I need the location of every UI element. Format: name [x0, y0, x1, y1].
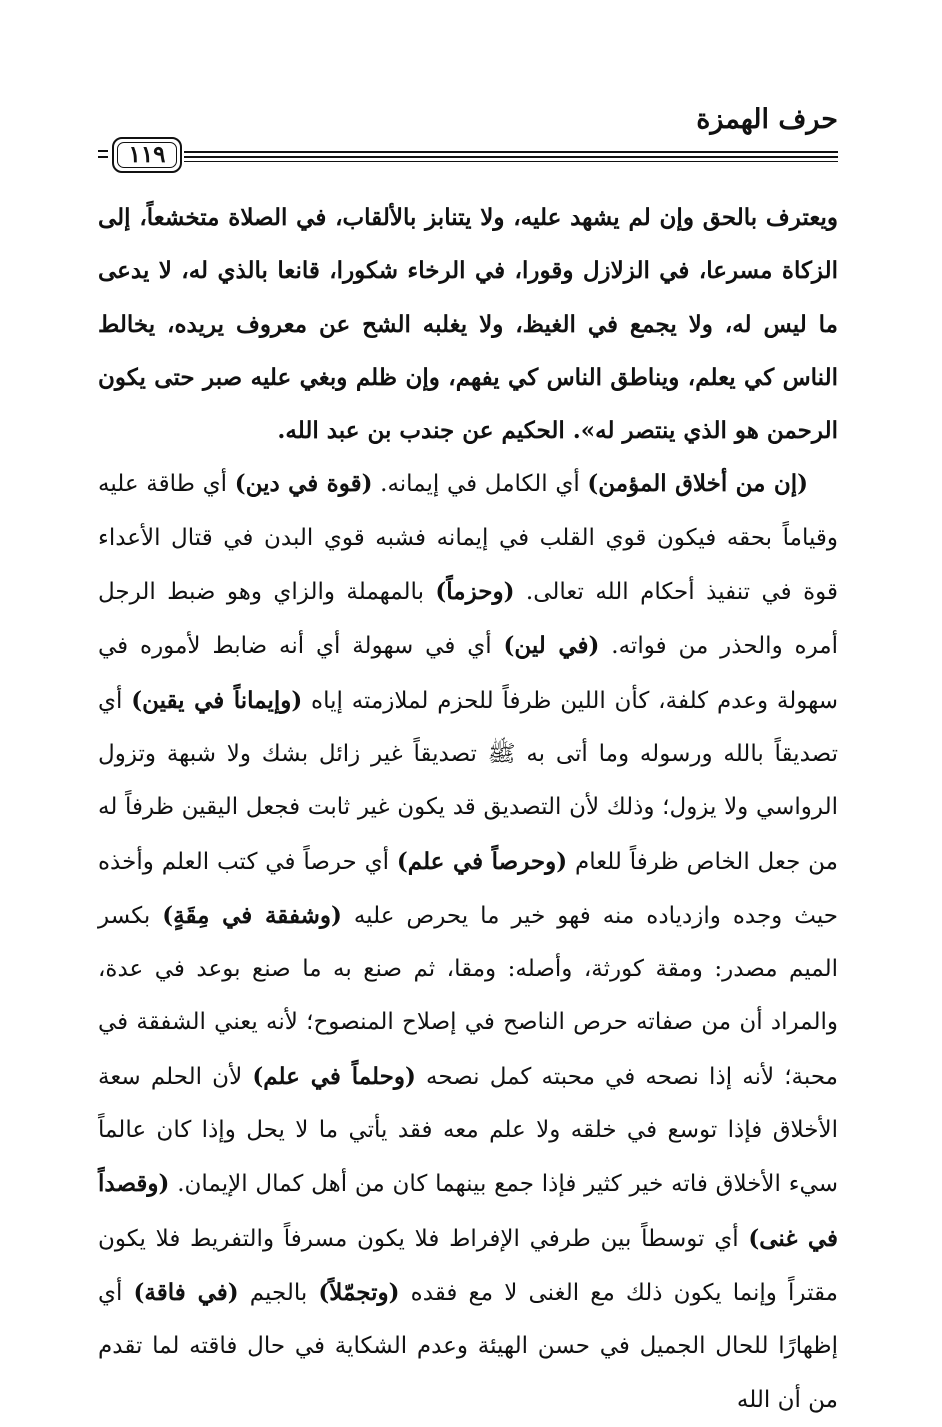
- commentary-text: أي الكامل في إيمانه.: [372, 471, 588, 498]
- commentary-text: بالمهملة والزاي وهو ضبط الرجل أمره والحذر من فواته.: [98, 579, 838, 660]
- commentary-text: أي تصديقاً بالله ورسوله وما أتى به ﷺ تصديقاً غير زائل بشك ولا شبهة وتزول الرواسي ولا يزول؛ وذلك لأن التصديق قد يكون غير ثابت فجعل اليقين ظرفاً له من جعل الخاص ظرفاً للعام: [98, 687, 838, 875]
- commentary-term: (إن من أخلاق المؤمن): [587, 470, 808, 498]
- commentary-paragraph: [98, 457, 838, 1426]
- commentary-term: (وقصداً في غنى): [98, 1170, 838, 1252]
- commentary-text: بالجيم: [238, 1279, 319, 1306]
- commentary-term: (وإيماناً في يقين): [131, 686, 303, 714]
- commentary-text: أي حرصاً في كتب العلم وأخذه حيث وجده وازدياده منه فهو خير ما يحرص عليه: [98, 848, 838, 929]
- commentary-term: (في فاقة): [133, 1278, 239, 1306]
- commentary-term: (وحرصاً في علم): [396, 847, 568, 875]
- commentary-term: (وحزماً): [435, 578, 515, 606]
- commentary-term: (في لين): [503, 632, 600, 660]
- commentary-term: (وحلماً في علم): [252, 1062, 416, 1090]
- header-rule-line: [184, 156, 838, 158]
- commentary-term: (وشفقة في مِقَةٍ): [162, 901, 342, 929]
- hadith-paragraph: ويعترف بالحق وإن لم يشهد عليه، ولا يتنابز بالألقاب، في الصلاة متخشعاً، إلى الزكاة مسرعا، في الزلازل وقورا، في الرخاء شكورا، قانعا بالذي له، لا يدعى ما ليس له، ولا يجمع في الغيظ، ولا يغلبه الشح عن معروف يريده، يخالط الناس كي يعلم، ويناطق الناس كي يفهم، وإن ظلم وبغي عليه صبر حتى يكون الرحمن هو الذي ينتصر له». الحكيم عن جندب بن عبد الله.: [98, 204, 838, 445]
- body-text: [98, 191, 838, 1427]
- rule-end-mark: [98, 150, 108, 158]
- commentary-text: بكسر الميم مصدر: ومقة كورثة، وأصله: ومقا، ثم صنع به ما صنع بوعد في عدة، والمراد أن من صفاته حرص الناصح في إصلاح المنصوح؛ لأنه يعني الشفقة في محبة؛ لأنه إذا نصحه في محبته كمل نصحه: [98, 902, 838, 1090]
- header-rule-line: [184, 161, 838, 162]
- running-title: حرف الهمزة: [696, 104, 838, 135]
- commentary-term: (قوة في دين): [234, 470, 373, 498]
- page-number: ١١٩: [112, 137, 182, 173]
- commentary-term: (وتجمّلاً): [318, 1278, 400, 1306]
- commentary-text: أي في سهولة أي أنه ضابط لأموره في سهولة وعدم كلفة، كأن اللين ظرفاً للحزم لملازمته إياه: [98, 633, 838, 714]
- commentary-text: أي إظهارًا للحال الجميل في حسن الهيئة وعدم الشكاية في حال فاقته لما تقدم من أن الله: [98, 1279, 838, 1413]
- commentary-text: أي طاقة عليه وقياماً بحقه فيكون قوي القلب في إيمانه فشبه قوي البدن في قتال الأعداء قوة في تنفيذ أحكام الله تعالى.: [98, 471, 838, 606]
- header-rule: [98, 137, 838, 177]
- commentary-text: لأن الحلم سعة الأخلاق فإذا توسع في خلقه ولا علم معه فقد يأتي ما لا يحل وإذا كان عالماً سيء الأخلاق فاته خير كثير فإذا جمع بينهما كان من أهل كمال الإيمان.: [98, 1063, 838, 1198]
- header-rule-line: [184, 151, 838, 153]
- commentary-text: أي توسطاً بين طرفي الإفراط فلا يكون مسرفاً والتفريط فلا يكون مقتراً وإنما يكون ذلك مع الغنى لا مع فقده: [98, 1225, 838, 1306]
